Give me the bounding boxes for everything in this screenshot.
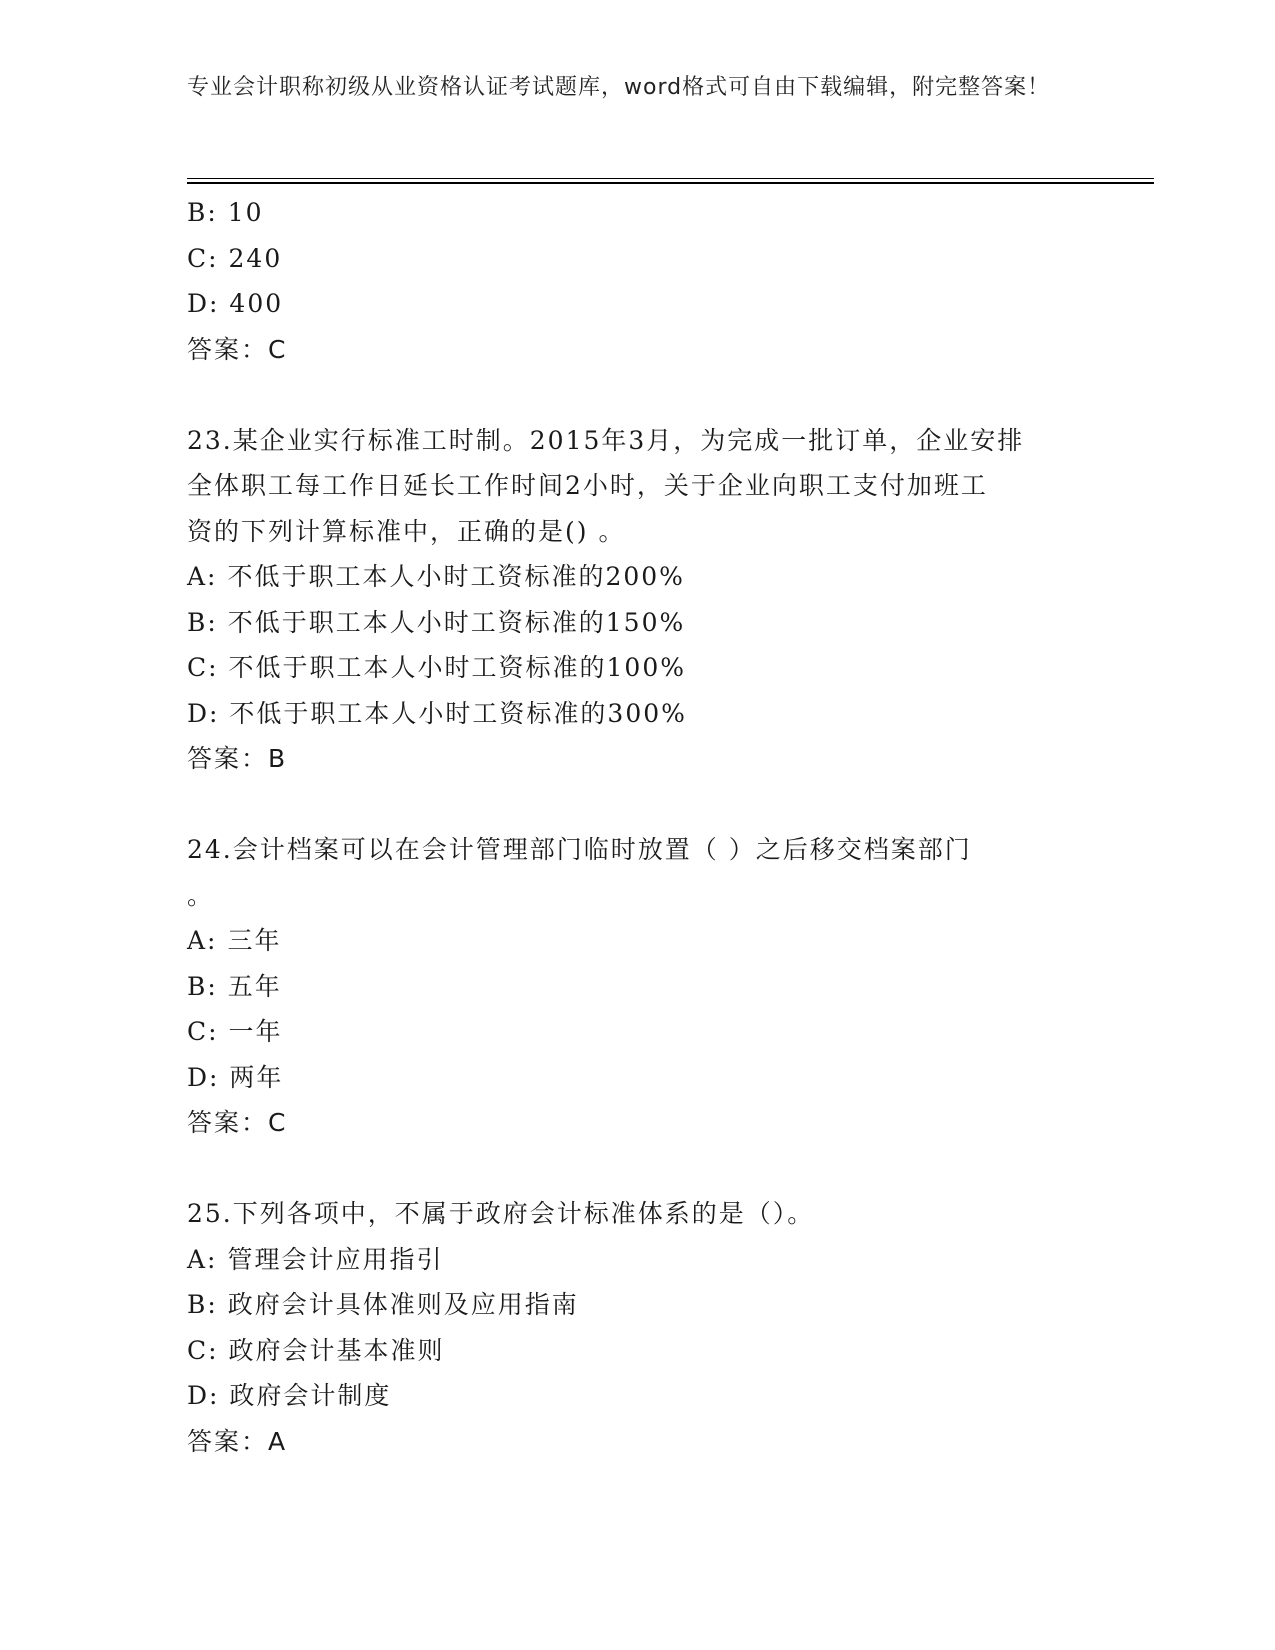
option-d xyxy=(187,1373,1087,1419)
question-24-line-2: 。 xyxy=(187,880,215,910)
option-text: 不低于职工本人小时工资标准的200% xyxy=(227,562,685,591)
option-key: B: xyxy=(187,607,218,637)
option-text: 政府会计制度 xyxy=(229,1381,392,1410)
question-25-line-1: 25.下列各项中，不属于政府会计标准体系的是（）。 xyxy=(187,1199,815,1228)
answer-line: 答案：B xyxy=(187,744,288,773)
option-text: 不低于职工本人小时工资标准的150% xyxy=(227,607,686,637)
option-c xyxy=(187,1009,1087,1055)
option-key: D: xyxy=(187,698,220,728)
option-a xyxy=(187,1237,1087,1283)
option-text: 一年 xyxy=(228,1017,283,1046)
option-key: D: xyxy=(187,1062,220,1092)
option-c xyxy=(187,645,1087,691)
option-key: C: xyxy=(187,1017,219,1046)
option-text: 政府会计基本准则 xyxy=(228,1335,445,1365)
option-text: 管理会计应用指引 xyxy=(227,1244,444,1274)
option-key: C: xyxy=(187,243,219,273)
question-23-line-2: 全体职工每工作日延长工作时间2小时，关于企业向职工支付加班工 xyxy=(187,471,988,500)
option-text: 两年 xyxy=(229,1062,284,1092)
option-key: B: xyxy=(187,971,218,1001)
answer-line: 答案：C xyxy=(187,1108,288,1137)
option-a xyxy=(187,918,1087,964)
option-text: 不低于职工本人小时工资标准的100% xyxy=(228,653,686,682)
option-key: C: xyxy=(187,653,219,682)
option-b xyxy=(187,1282,1087,1328)
question-23-line-1: 23.某企业实行标准工时制。2015年3月，为完成一批订单，企业安排 xyxy=(187,425,1025,455)
option-text: 三年 xyxy=(227,926,282,955)
option-d xyxy=(187,1055,1087,1101)
option-key: B: xyxy=(187,198,218,227)
option-key: A: xyxy=(187,562,218,591)
option-key: B: xyxy=(187,1290,218,1319)
question-23-line-3: 资的下列计算标准中，正确的是() 。 xyxy=(187,516,626,546)
question-24-line-1: 24.会计档案可以在会计管理部门临时放置（ ）之后移交档案部门 xyxy=(187,835,972,864)
page-header: 专业会计职称初级从业资格认证考试题库，word格式可自由下载编辑，附完整答案！ xyxy=(187,75,1051,100)
header-rule-bottom xyxy=(187,182,1154,184)
option-key: C: xyxy=(187,1335,219,1365)
question-content xyxy=(187,190,1087,1464)
option-text: 政府会计具体准则及应用指南 xyxy=(227,1290,579,1319)
option-text: 240 xyxy=(228,243,283,273)
answer-line: 答案：A xyxy=(187,1426,288,1456)
answer-line: 答案：C xyxy=(187,334,288,364)
option-text: 不低于职工本人小时工资标准的300% xyxy=(229,698,687,728)
option-a xyxy=(187,554,1087,600)
option-d xyxy=(187,281,1087,327)
option-text: 400 xyxy=(229,289,284,318)
spacer xyxy=(187,372,1087,418)
header-rule-top xyxy=(187,178,1154,179)
spacer xyxy=(187,1146,1087,1192)
option-c xyxy=(187,236,1087,282)
option-text: 五年 xyxy=(227,971,282,1001)
option-c xyxy=(187,1328,1087,1374)
option-b xyxy=(187,600,1087,646)
option-key: A: xyxy=(187,926,218,955)
option-text: 10 xyxy=(227,198,264,227)
option-d xyxy=(187,691,1087,737)
option-key: D: xyxy=(187,289,220,318)
option-b xyxy=(187,190,1087,236)
option-b xyxy=(187,964,1087,1010)
spacer xyxy=(187,782,1087,828)
option-key: D: xyxy=(187,1381,220,1410)
option-key: A: xyxy=(187,1244,218,1274)
